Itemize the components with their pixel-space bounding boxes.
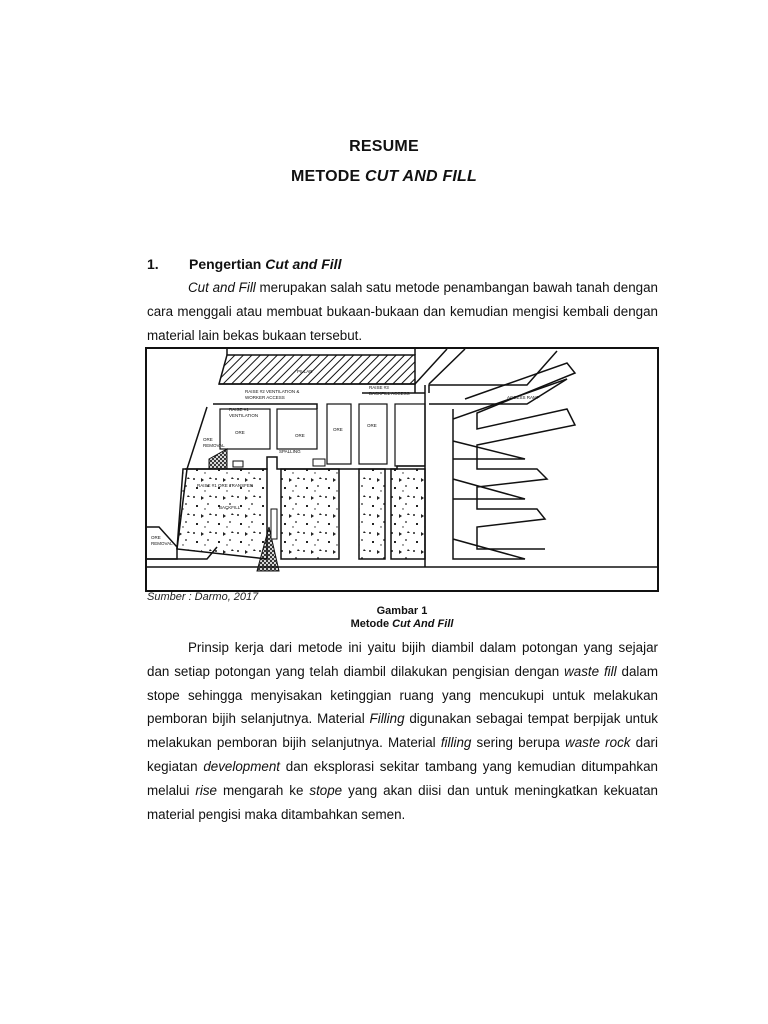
p2-t8: yang akan diisi dan untuk meningkatkan kekuatan material pengisi maka ditambahkan semen. [147,782,658,822]
pillar-block [219,355,415,384]
p1-em1: Cut and Fill [188,280,256,295]
p2-t3: digunakan sebagai tempat berpijak untuk melakukan pemboran bijih selanjutnya. Material [147,711,658,751]
raise-shaft [327,404,351,464]
label-ore-removal-2a: ORE [151,535,161,540]
p2-e6: rise [195,782,217,798]
label-backfill-access: BACKFILL ACCESS [369,391,410,396]
label-ore-d: ORE [367,423,377,428]
p2-e1: waste fill [564,663,617,679]
section-heading-text [189,256,341,272]
figure-source: Sumber : Darmo, 2017 [147,591,259,603]
document-subtitle [0,168,768,186]
p2-e7: stope [309,782,343,798]
document-title: RESUME [349,138,419,155]
p2-t6: dan eksplorasi sekitar tambang yang kemudian ditumpahkan melalui [147,758,658,798]
label-raise4: RAISE #1 ORE TRANSFER [197,483,254,488]
p2-t7: mengarah ke [216,782,310,798]
backfill-zone [359,469,385,559]
section-number: 1. [147,256,159,272]
label-ventilation: VENTILATION [229,413,259,418]
label-raise1: RAISE #1 [229,407,249,412]
p2-t4: sering berupa [471,735,566,751]
label-backfill: BACKFILL [219,505,241,510]
paragraph-principle [147,636,658,826]
section-heading-emphasis: Cut and Fill [265,256,342,272]
label-raise3: RAISE #3 [369,385,389,390]
label-ore-b: ORE [295,433,305,438]
caption-emphasis: Cut And Fill [392,618,454,630]
p2-e4: waste rock [565,735,631,751]
caption-prefix: Metode [350,618,393,630]
ore-block [359,404,387,464]
label-ore-a: ORE [235,430,245,435]
subtitle-prefix: METODE [290,168,365,185]
cut-and-fill-diagram [147,349,657,590]
subtitle-emphasis: CUT AND FILL [365,168,478,185]
figure-caption-number: Gambar 1 [376,605,428,617]
cut-and-fill-figure [145,347,659,592]
backfill-zone [391,469,425,559]
label-pillar: PILLAR [297,369,313,374]
p1-text1: merupakan salah satu metode penambangan bawah tanah dengan cara menggali atau membuat bukaan-bukaan dan kemudian mengisi kembali dengan material lain bekas bukaan tersebut. [147,280,658,343]
label-worker-access: WORKER ACCESS [245,395,285,400]
raise-diagonal [415,349,465,384]
backfill-zone [281,469,339,559]
label-raise2: RAISE #2 VENTILATION & [245,389,300,394]
p2-t1: Prinsip kerja dari metode ini yaitu bijih diambil dalam potongan yang sejajar dan setiap potongan yang telah diambil dilakukan pengisian dengan [147,640,658,679]
figure-caption-title [0,618,768,630]
paragraph-definition [147,276,658,347]
p2-e3: filling [440,735,472,751]
p2-e2: Filling [369,711,405,727]
label-ore-removal-1b: REMOVAL [203,443,225,448]
label-ore-removal-1a: ORE [203,437,213,442]
ore-block [395,404,425,466]
label-access-ramp: ACCESS RAMP [507,395,540,400]
section-heading-prefix: Pengertian [189,256,266,272]
label-ore-removal-2b: REMOVAL [151,541,173,546]
label-spalling: SPALLING [279,449,301,454]
p2-e5: development [203,758,281,774]
access-ramp [425,379,567,567]
label-ore-c: ORE [333,427,343,432]
p2-t5: dari kegiatan [147,735,658,774]
ore-block [277,409,317,449]
p2-t2: dalam stope sehingga menyisakan ketinggian ruang yang mencukupi untuk melakukan pemboran bijih selanjutnya. Material [147,663,658,727]
